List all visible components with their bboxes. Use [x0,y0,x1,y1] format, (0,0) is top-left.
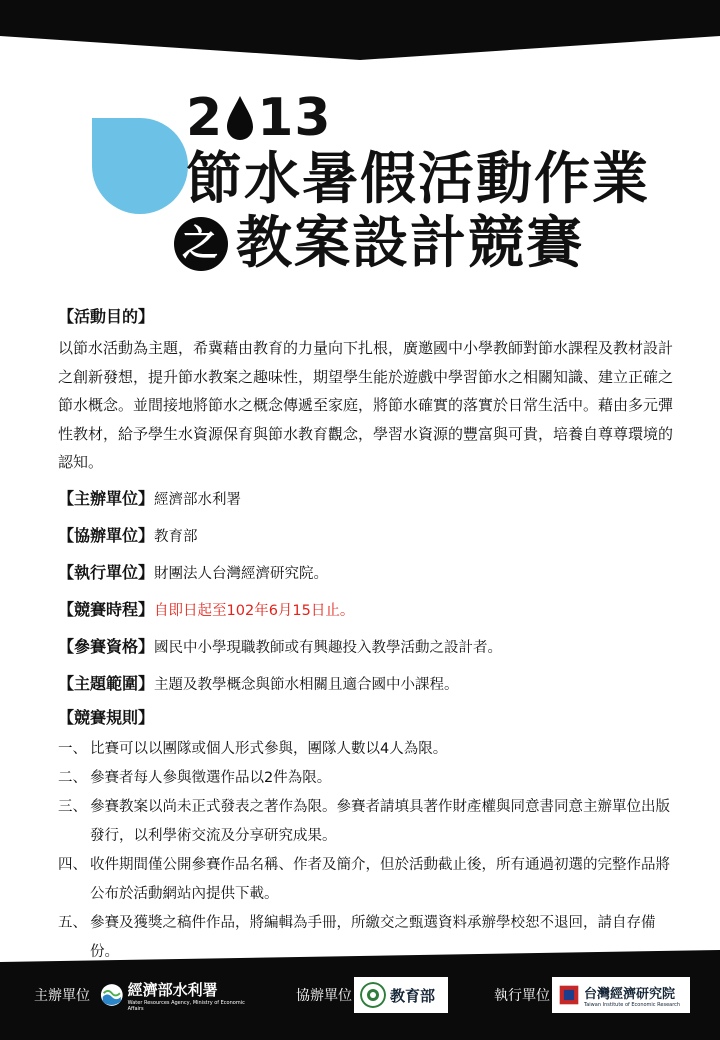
info-co-organizer [58,518,678,555]
water-drop-icon [92,118,188,214]
year-suffix: 13 [257,88,332,148]
rule-item [58,764,678,793]
rule-text: 參賽及獲獎之稿件作品，將編輯為手冊，所繳交之甄選資料承辦學校恕不退回，請自存備份。 [90,914,656,960]
info-schedule [58,592,678,629]
poster-title [181,88,650,276]
title-line-1: 節水暑假活動作業 [186,147,650,212]
rule-item [58,851,678,909]
info-value: 經濟部水利署 [154,491,242,508]
info-value-highlight: 自即日起至102年6月15日止。 [154,602,355,619]
rule-number: 一、 [58,740,87,757]
top-black-band [0,0,720,60]
info-value: 主題及教學概念與節水相關且適合國中小課程。 [154,676,459,693]
organizer-subtitle: Water Resources Agency, Ministry of Economic Affairs [127,999,245,1012]
rule-number: 五、 [58,914,87,931]
rules-list [58,735,678,967]
organizer-name: 經濟部水利署 [127,980,218,999]
info-label: 【競賽時程】 [58,599,155,619]
info-value: 財團法人台灣經濟研究院。 [154,565,329,582]
executor-logo [552,977,690,1013]
title-line-2 [174,212,650,276]
info-eligibility [58,629,678,666]
info-organizer [58,481,678,518]
main-content [58,302,678,967]
rule-text: 比賽可以以團隊或個人形式參與，團隊人數以4人為限。 [90,740,448,757]
co-organizer-name: 教育部 [390,986,436,1005]
rule-item [58,793,678,851]
info-value: 教育部 [154,528,198,545]
rules-heading: 【競賽規則】 [58,707,155,727]
year-prefix: 2 [186,88,224,148]
rule-number: 二、 [58,769,87,786]
rule-text: 參賽教案以尚未正式發表之著作為限。參賽者請填具著作財產權與同意書同意主辦單位出版發行，以利學術交流及分享研究成果。 [90,798,670,844]
info-executor [58,555,678,592]
info-label: 【參賽資格】 [58,636,155,656]
executor-subtitle: Taiwan Institute of Economic Research [584,1001,681,1008]
co-organizer-label: 協辦單位 [296,988,352,1004]
info-label: 【協辦單位】 [58,525,155,545]
drop-zero-icon [225,94,255,142]
info-label: 【主辦單位】 [58,488,155,508]
zhi-badge: 之 [174,217,228,271]
info-value: 國民中小學現職教師或有興趣投入教學活動之設計者。 [154,639,503,656]
rule-number: 四、 [58,856,87,873]
organizer-label: 主辦單位 [34,988,90,1004]
co-organizer-logo [354,977,448,1013]
info-scope [58,666,678,703]
info-label: 【執行單位】 [58,562,155,582]
purpose-heading: 【活動目的】 [58,307,155,326]
rule-item [58,735,678,764]
tier-emblem-icon [558,984,580,1006]
rule-number: 三、 [58,798,87,815]
water-agency-emblem-icon [100,982,124,1008]
purpose-body: 以節水活動為主題，希冀藉由教育的力量向下扎根，廣邀國中小學教師對節水課程及教材設計之創新發想，提升節水教案之趣味性，期望學生能於遊戲中學習節水之相關知識、建立正確之節水概念。並間接地將節水之概念傳遞至家庭，將節水確實的落實於日常生活中。藉由多元彈性教材，給予學生水資源保育與節水教育觀念，學習水資源的豐富與可貴，培養自尊尊環境的認知。 [58,339,674,471]
title-year [186,88,650,148]
info-label: 【主題範圍】 [58,673,155,693]
moe-emblem-icon [360,982,386,1008]
organizer-logo [94,977,256,1013]
title-line-2-text: 教案設計競賽 [236,211,584,276]
executor-name: 台灣經濟研究院 [584,986,676,1002]
rule-text: 參賽者每人參與徵選作品以2件為限。 [90,769,332,786]
footer-logos [0,970,720,1020]
executor-label: 執行單位 [494,988,550,1004]
rule-text: 收件期間僅公開參賽作品名稱、作者及簡介，但於活動截止後，所有通過初選的完整作品將公布於活動網站內提供下載。 [90,856,670,902]
